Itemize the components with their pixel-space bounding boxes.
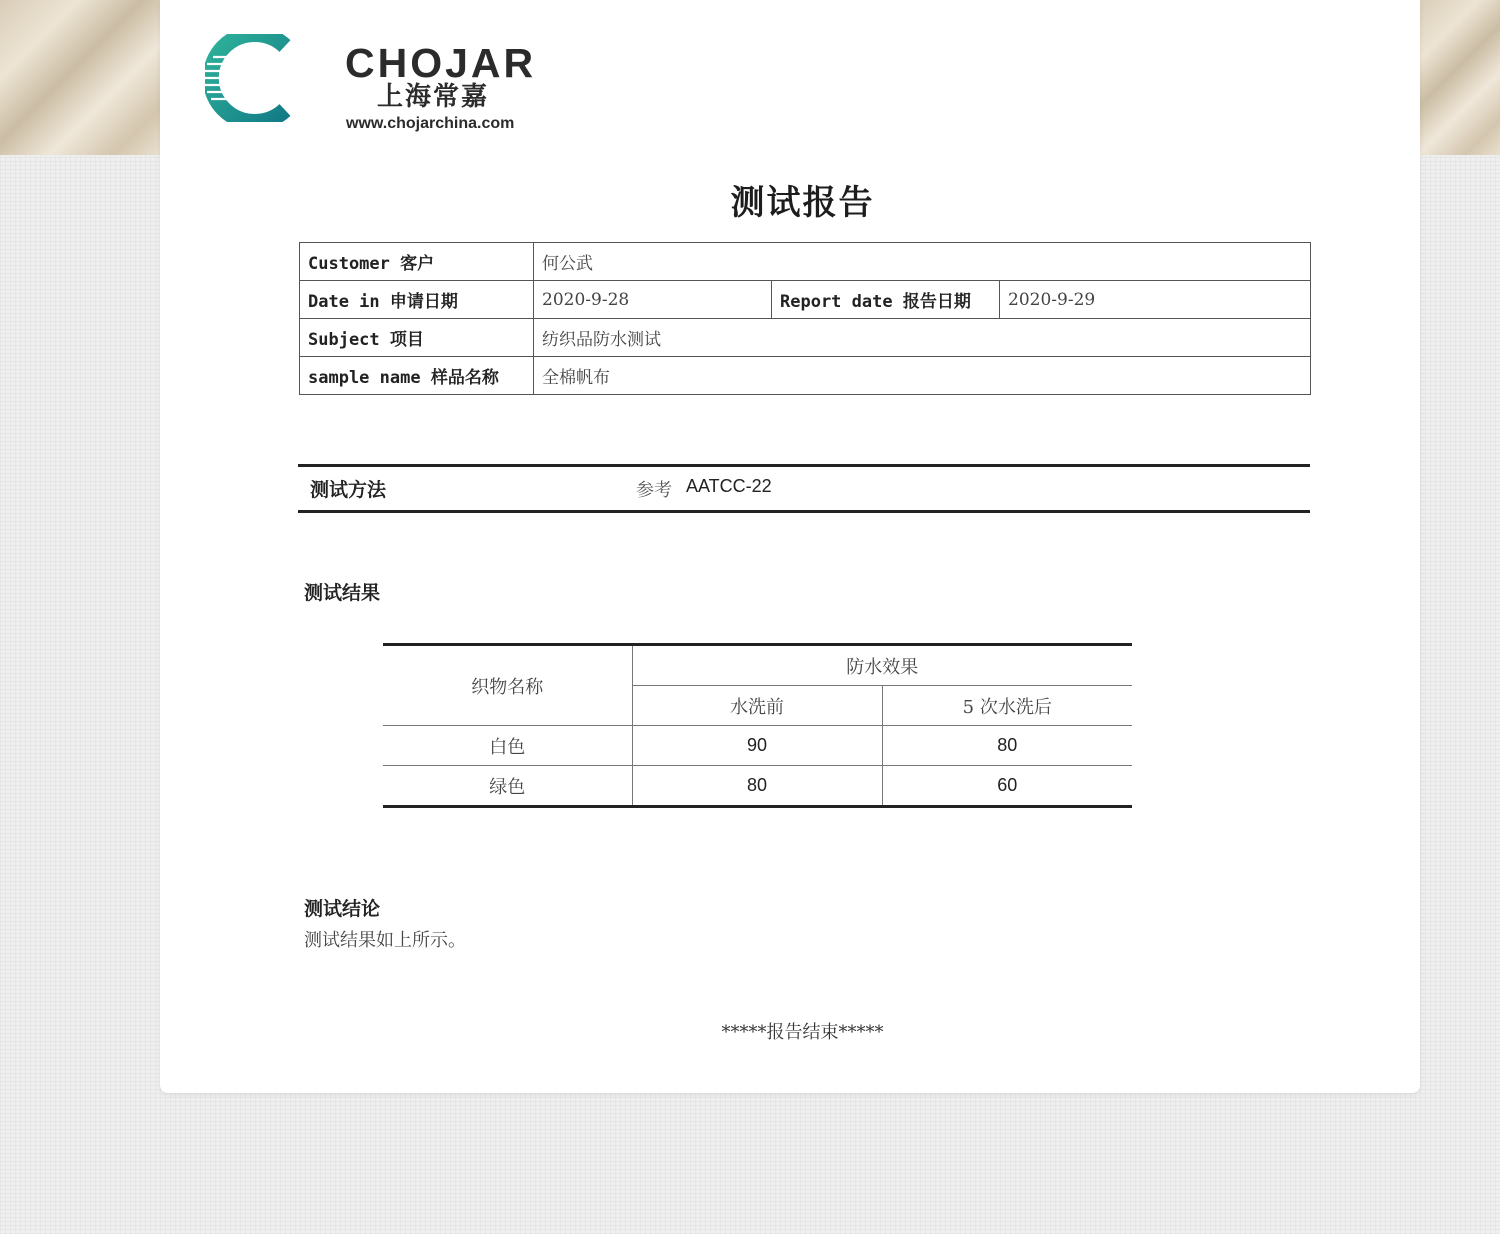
before-wash-cell: 90: [632, 726, 882, 766]
header-fabric-name: 织物名称: [383, 645, 632, 726]
report-info-table: [299, 242, 1311, 395]
brand-url: www.chojarchina.com: [346, 115, 515, 132]
header-waterproof-effect: 防水效果: [632, 645, 1132, 686]
test-method-standard: AATCC-22: [686, 476, 772, 496]
results-header-row-1: [383, 645, 1132, 686]
table-row: [383, 726, 1132, 766]
background-photo-left: [0, 0, 160, 155]
report-title: 测试报告: [730, 183, 875, 223]
conclusion-section-title: 测试结论: [304, 898, 381, 920]
test-method-ref-prefix: 参考: [636, 480, 672, 501]
subject-value: 纺织品防水测试: [534, 319, 1311, 357]
info-row-subject: [300, 319, 1311, 357]
test-method-bar: [298, 464, 1310, 513]
brand-name-cn: 上海常嘉: [377, 82, 490, 112]
after-wash-cell: 80: [882, 726, 1132, 766]
date-in-label: Date in 申请日期: [300, 281, 534, 319]
report-date-value: 2020-9-29: [1000, 281, 1311, 319]
fabric-name-cell: 绿色: [383, 766, 632, 807]
report-end-marker: *****报告结束*****: [721, 1022, 884, 1043]
table-row: [383, 766, 1132, 807]
report-document: [160, 0, 1420, 1093]
conclusion-text: 测试结果如上所示。: [304, 930, 466, 951]
background-photo-right: [1420, 0, 1500, 155]
results-table: [383, 643, 1132, 808]
before-wash-cell: 80: [632, 766, 882, 807]
report-date-label: Report date 报告日期: [772, 281, 1000, 319]
header-before-wash: 水洗前: [632, 686, 882, 726]
fabric-name-cell: 白色: [383, 726, 632, 766]
sample-value: 全棉帆布: [534, 357, 1311, 395]
info-row-sample: [300, 357, 1311, 395]
date-in-value: 2020-9-28: [534, 281, 772, 319]
results-section-title: 测试结果: [304, 582, 381, 604]
brand-name: CHOJAR: [345, 40, 537, 86]
logo-c-mark-icon: [205, 34, 293, 122]
customer-label: Customer 客户: [300, 243, 534, 281]
info-row-customer: [300, 243, 1311, 281]
header-after-wash: 5 次水洗后: [882, 686, 1132, 726]
customer-value: 何公武: [534, 243, 1311, 281]
info-row-dates: [300, 281, 1311, 319]
subject-label: Subject 项目: [300, 319, 534, 357]
sample-label: sample name 样品名称: [300, 357, 534, 395]
after-wash-cell: 60: [997, 775, 1018, 795]
company-logo: [205, 32, 537, 137]
test-method-label: 测试方法: [310, 479, 387, 501]
